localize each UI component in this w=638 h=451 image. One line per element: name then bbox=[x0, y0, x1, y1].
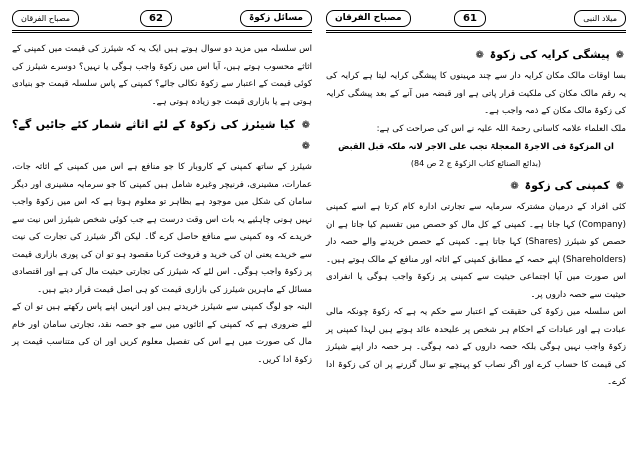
reference-citation: (بدائع الصنائع کتاب الزکوۃ ج 2 ص 84) bbox=[410, 159, 542, 168]
flower-ornament-icon: ❁ bbox=[301, 141, 310, 152]
right-page bbox=[326, 8, 626, 428]
subtitle-badge: مصباح الفرقان bbox=[12, 10, 79, 27]
flower-ornament-icon: ❁ bbox=[615, 50, 624, 61]
paragraph: البتہ جو لوگ کمپنی سے شیئرز خریدتے ہیں اور انہیں اپنے پاس رکھتے ہیں تو ان کے لئے ضروری ہے کہ کمپنی کے اثاثوں میں سے جو حصہ نقد، تجارتی سامان اور خام مال کی صورت میں ہے اس کی تفصیل معلوم کریں اور ان کی متناسب قیمت پر زکوۃ ادا کریں۔ bbox=[12, 302, 312, 365]
paragraph: اس سلسلہ میں زکوۃ کی حقیقت کے اعتبار سے حکم یہ ہے کہ زکوۃ چونکہ مالی عبادت ہے اور عبادات کے احکام ہر شخص پر علیحدہ عائد ہوتے ہیں لہذا کمپنی پر زکوۃ واجب نہیں ہوگی بلکہ حصہ داروں کے ذمہ ہوگی۔ ہر حصہ دار اپنے شیئرز کی قیمت کا حساب کرے اور اگر نصاب کو پہنچے تو سال گزرنے پر ان کی زکوۃ ادا کرے۔ bbox=[326, 307, 626, 387]
paragraph: بسا اوقات مالک مکان کرایہ دار سے چند مہینوں کا پیشگی کرایہ لیتا ہے کرایہ کی یہ رقم مالک مکان کی ملکیت قرار پاتی ہے اور قبضہ میں آنے کے بعد پیشگی کرایہ کی زکوۃ مالک مکان کے ذمہ واجب ہے۔ bbox=[326, 71, 626, 116]
arabic-quote: ان المزکوۃ فی الاجرۃ المعجلۃ تجب علی الاجر لانہ ملکہ قبل القبض bbox=[338, 141, 614, 151]
paragraph: شیئرز کے ساتھ کمپنی کے کاروبار کا جو منافع ہے اس میں کمپنی کے اثاثہ جات، عمارات، مشینری، فرنیچر وغیرہ شامل ہیں کمپنی کا جو سرمایہ مشینری اور دیگر سامان کی شکل میں موجود ہے بظاہر تو معلوم ہوتا ہے کہ اس میں زکوۃ واجب نہیں ہونی چاہئیے یہ بات اس وقت درست ہے جب کوئی شخص شیئرز اس نیت سے خریدے کہ وہ کمپنی سے منافع حاصل کرے گا۔ لیکن اگر شیئرز کی تجارت کی نیت سے خریدے یعنی ان کی خرید و فروخت کرنا مقصود ہو تو ان کی پوری بازاری قیمت پر زکوۃ واجب ہوگی۔ اس لئے کہ شیئرز کی تجارتی حیثیت مال کی ہے اور اقتصادی مسائل کے ماہرین شیئرز کی بازاری قیمت کو ہی اصل قیمت قرار دیتے ہیں۔ bbox=[12, 162, 312, 295]
flower-ornament-icon: ❁ bbox=[615, 181, 624, 192]
page-number: 62 bbox=[140, 10, 172, 27]
page-body bbox=[326, 33, 626, 392]
heading-text: کمپنی کی زکوۃ bbox=[524, 179, 610, 192]
page-number: 61 bbox=[454, 10, 486, 27]
flower-ornament-icon: ❁ bbox=[301, 120, 310, 131]
section-heading bbox=[326, 45, 626, 66]
flower-ornament-icon: ❁ bbox=[475, 50, 484, 61]
subtitle-badge: مصباح الفرقان bbox=[326, 10, 411, 27]
heading-text: پیشگی کرایہ کی زکوۃ bbox=[489, 48, 610, 61]
paragraph: ملک العلماء علامہ کاسانی رحمۃ اللہ علیہ نے اس کی صراحت کی ہے: bbox=[376, 123, 626, 134]
page-body bbox=[12, 33, 312, 369]
paragraph: اس سلسلہ میں مزید دو سوال ہوتے ہیں ایک یہ کہ شیئرز کی قیمت میں کمپنی کے اثاثے محسوب ہوتے ہیں، آیا اس میں زکوۃ واجب ہوگی یا نہیں؟ دوسرے شیئرز کی کوئی قیمت کے اعتبار سے زکوۃ نکالی جائے؟ کمپنی کے پاس سلسلہ قیمت جو بنیادی ہوتی ہے یا بازاری قیمت جو زیادہ ہوتی ہے۔ bbox=[12, 44, 312, 107]
flower-ornament-icon: ❁ bbox=[510, 181, 519, 192]
book-title: میلاد النبی bbox=[574, 10, 626, 27]
section-heading bbox=[12, 115, 312, 157]
paragraph: کئی افراد کے درمیان مشترکہ سرمایہ سے تجارتی ادارہ کام کرتا ہے اسے کمپنی (Company) کہا جاتا ہے۔ کمپنی کے کل مال کو حصص میں تقسیم کیا جاتا ہے ان حصص کو شیئرز (Shares) کہا جاتا ہے۔ کمپنی کے حصص خریدنے والے حصہ دار (Shareholders) اپنے حصہ کے مطابق کمپنی کے اثاثہ اور منافع کے مالک ہوتے ہیں۔ اس صورت میں آیا اجتماعی حیثیت سے کمپنی پر زکوۃ واجب ہوگی یا انفرادی حیثیت سے حصہ داروں پر۔ bbox=[326, 202, 626, 300]
page-header bbox=[12, 8, 312, 33]
page-header bbox=[326, 8, 626, 33]
section-heading bbox=[326, 176, 626, 197]
left-page bbox=[12, 8, 312, 428]
book-title: مسائل زکوۃ bbox=[240, 10, 312, 27]
heading-text: کیا شیئرز کی زکوۃ کے لئے اثاثے شمار کئے جائیں گے؟ bbox=[12, 118, 296, 131]
